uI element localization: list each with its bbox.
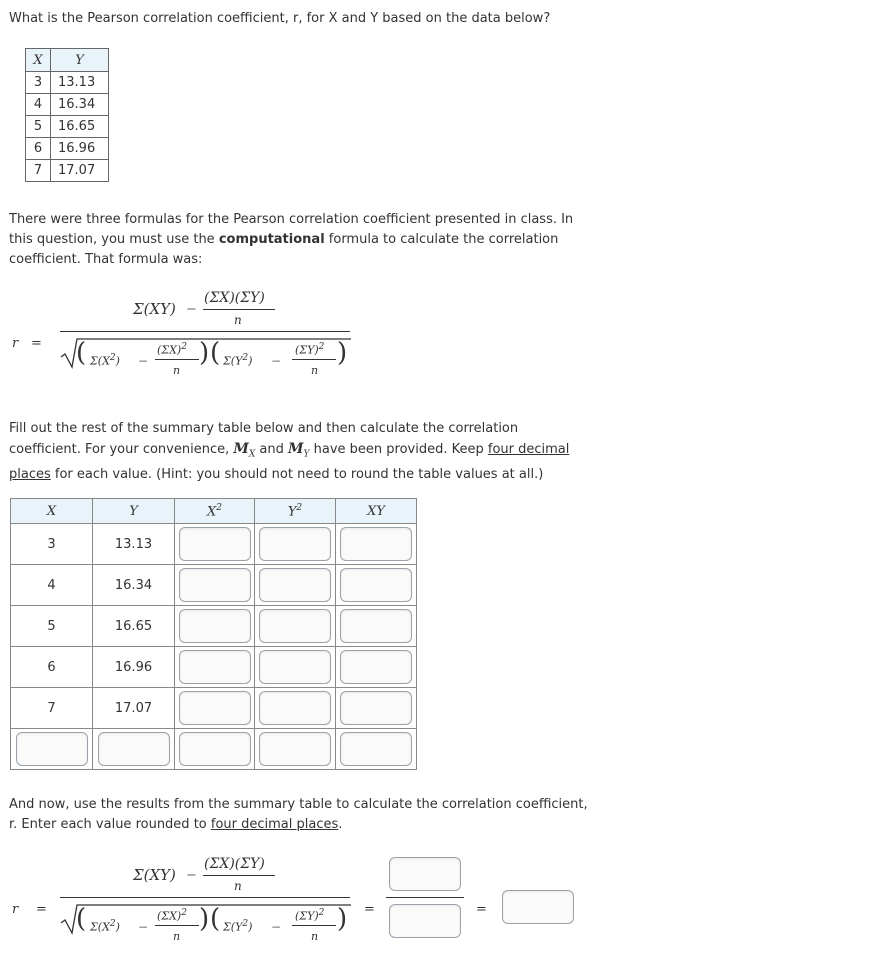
summary-y-cell: 16.96 bbox=[93, 647, 175, 688]
instructions-underline: places bbox=[9, 466, 51, 482]
intro-line-1: There were three formulas for the Pearson correlation coefficient presented in class. In bbox=[9, 212, 574, 227]
formula-sum-x2: $\Sigma(X^2)$ bbox=[90, 919, 120, 934]
xy-product-input[interactable] bbox=[340, 691, 412, 725]
data-table-header-y: Y bbox=[51, 49, 109, 72]
table-row bbox=[11, 565, 417, 606]
summary-header-y: Y bbox=[93, 499, 175, 524]
formula-sx-sy: (ΣX)(ΣY) bbox=[204, 290, 265, 306]
sum-xy-input[interactable] bbox=[340, 732, 412, 766]
instructions-text: coefficient. For your convenience, bbox=[9, 442, 234, 457]
xy-product-input[interactable] bbox=[340, 650, 412, 684]
summary-header-x: X bbox=[11, 499, 93, 524]
paren-close: ) bbox=[337, 338, 348, 368]
formula-sum-x2: $\Sigma(X^2)$ bbox=[90, 353, 120, 368]
intro-text: this question, you must use the bbox=[9, 232, 219, 247]
totals-row bbox=[11, 729, 417, 770]
paren-open: ( bbox=[76, 338, 87, 368]
formula-n: n bbox=[234, 313, 242, 327]
numerator-input[interactable] bbox=[389, 857, 461, 891]
formula-equals: = bbox=[36, 902, 47, 917]
answer-fraction-bar bbox=[386, 897, 464, 898]
table-row bbox=[26, 138, 109, 160]
data-y-cell: 16.96 bbox=[51, 138, 109, 160]
formula-n: n bbox=[173, 930, 181, 943]
instructions-line-3 bbox=[9, 465, 569, 485]
table-row bbox=[11, 606, 417, 647]
mean-x-symbol: $M_X$ bbox=[233, 441, 256, 460]
formula-r: r bbox=[12, 902, 19, 917]
instructions-text: and bbox=[255, 442, 289, 457]
data-x-cell: 6 bbox=[26, 138, 51, 160]
summary-y-cell: 16.34 bbox=[93, 565, 175, 606]
x-squared-input[interactable] bbox=[179, 527, 251, 561]
formula-r: r bbox=[12, 336, 19, 351]
table-row bbox=[26, 116, 109, 138]
y-squared-input[interactable] bbox=[259, 527, 331, 561]
summary-x-cell: 7 bbox=[11, 688, 93, 729]
instructions-line-2 bbox=[9, 439, 569, 465]
final-text: r. Enter each value rounded to bbox=[9, 817, 211, 832]
y-squared-input[interactable] bbox=[259, 650, 331, 684]
formula-minus: − bbox=[186, 868, 197, 883]
x-squared-input[interactable] bbox=[179, 691, 251, 725]
final-underline: four decimal places bbox=[210, 817, 339, 832]
y-squared-input[interactable] bbox=[259, 691, 331, 725]
summary-x-cell: 6 bbox=[11, 647, 93, 688]
formula-minus: − bbox=[138, 354, 149, 368]
main-fraction-bar bbox=[60, 331, 350, 332]
summary-y-cell: 16.65 bbox=[93, 606, 175, 647]
summary-x-cell: 3 bbox=[11, 524, 93, 565]
summary-header-x2: $X^2$ bbox=[175, 499, 255, 524]
data-x-cell: 4 bbox=[26, 94, 51, 116]
formula-sx-sy: (ΣX)(ΣY) bbox=[204, 856, 265, 872]
summary-y-cell: 13.13 bbox=[93, 524, 175, 565]
summary-header-xy: XY bbox=[336, 499, 417, 524]
xy-product-input[interactable] bbox=[340, 568, 412, 602]
x-squared-input[interactable] bbox=[179, 650, 251, 684]
main-fraction-bar bbox=[60, 897, 350, 898]
summary-header-y2: $Y^2$ bbox=[255, 499, 336, 524]
fraction-bar bbox=[203, 875, 275, 876]
table-row bbox=[26, 72, 109, 94]
final-line-1: And now, use the results from the summary table to calculate the correlation coefficient, bbox=[9, 797, 588, 812]
formula-minus: − bbox=[186, 302, 197, 317]
sum-y-input[interactable] bbox=[98, 732, 170, 766]
instructions-text: for each value. (Hint: you should not need to round the table values at all.) bbox=[50, 466, 544, 482]
instructions-underline: four decimal bbox=[487, 442, 570, 457]
data-y-cell: 17.07 bbox=[51, 160, 109, 182]
fraction-bar bbox=[155, 925, 199, 926]
instructions-line-1: Fill out the rest of the summary table below and then calculate the correlation bbox=[9, 421, 519, 436]
paren-close: ) bbox=[337, 904, 348, 934]
formula-minus: − bbox=[138, 920, 149, 934]
intro-bold-computational: computational bbox=[218, 232, 325, 247]
table-row bbox=[26, 94, 109, 116]
formula-sum-y2: $\Sigma(Y^2)$ bbox=[223, 919, 253, 934]
paren-open: ( bbox=[210, 338, 221, 368]
summary-x-cell: 5 bbox=[11, 606, 93, 647]
data-x-cell: 7 bbox=[26, 160, 51, 182]
mean-y-symbol: $M_Y$ bbox=[288, 441, 310, 460]
equals-sign: = bbox=[364, 902, 375, 917]
summary-x-cell: 4 bbox=[11, 565, 93, 606]
fraction-bar bbox=[155, 359, 199, 360]
instructions-text: have been provided. Keep bbox=[309, 442, 488, 457]
data-y-cell: 16.34 bbox=[51, 94, 109, 116]
formula-n: n bbox=[311, 364, 319, 377]
denominator-input[interactable] bbox=[389, 904, 461, 938]
formula-sum-y2: $\Sigma(Y^2)$ bbox=[223, 353, 253, 368]
intro-line-2 bbox=[9, 230, 573, 250]
sum-x-input[interactable] bbox=[16, 732, 88, 766]
table-row bbox=[11, 688, 417, 729]
paren-open: ( bbox=[210, 904, 221, 934]
paren-open: ( bbox=[76, 904, 87, 934]
equals-sign: = bbox=[476, 902, 487, 917]
summary-table bbox=[10, 498, 417, 770]
formula-sy-sq: $(\Sigma Y)^2$ bbox=[295, 908, 325, 923]
formula-minus: − bbox=[271, 920, 282, 934]
formula-n: n bbox=[234, 879, 242, 893]
sum-x-squared-input[interactable] bbox=[179, 732, 251, 766]
final-paragraph bbox=[9, 795, 588, 835]
x-squared-input[interactable] bbox=[179, 609, 251, 643]
question-text: What is the Pearson correlation coefficient, r, for X and Y based on the data below? bbox=[9, 11, 551, 26]
formula-sum-xy: Σ(XY) bbox=[133, 866, 176, 884]
table-row bbox=[11, 524, 417, 565]
xy-product-input[interactable] bbox=[340, 527, 412, 561]
data-y-cell: 16.65 bbox=[51, 116, 109, 138]
instructions-paragraph bbox=[9, 419, 569, 485]
formula-n: n bbox=[311, 930, 319, 943]
fraction-bar bbox=[203, 309, 275, 310]
final-line-2 bbox=[9, 815, 588, 835]
formula-n: n bbox=[173, 364, 181, 377]
x-squared-input[interactable] bbox=[179, 568, 251, 602]
formula-sx-sq: $(\Sigma X)^2$ bbox=[157, 908, 187, 923]
intro-line-3: coefficient. That formula was: bbox=[9, 252, 203, 267]
table-row bbox=[11, 647, 417, 688]
intro-text: formula to calculate the correlation bbox=[324, 232, 559, 247]
paren-close: ) bbox=[199, 338, 210, 368]
xy-product-input[interactable] bbox=[340, 609, 412, 643]
paren-close: ) bbox=[199, 904, 210, 934]
fraction-bar bbox=[292, 925, 336, 926]
sum-y-squared-input[interactable] bbox=[259, 732, 331, 766]
intro-paragraph bbox=[9, 210, 573, 270]
fraction-bar bbox=[292, 359, 336, 360]
r-result-input[interactable] bbox=[502, 890, 574, 924]
summary-y-cell: 17.07 bbox=[93, 688, 175, 729]
data-table-header-x: X bbox=[26, 49, 51, 72]
formula-minus: − bbox=[271, 354, 282, 368]
data-x-cell: 3 bbox=[26, 72, 51, 94]
formula-equals: = bbox=[31, 336, 42, 351]
data-y-cell: 13.13 bbox=[51, 72, 109, 94]
data-table bbox=[25, 48, 109, 182]
table-row bbox=[26, 160, 109, 182]
formula-sy-sq: $(\Sigma Y)^2$ bbox=[295, 342, 325, 357]
final-text: . bbox=[338, 817, 343, 832]
y-squared-input[interactable] bbox=[259, 568, 331, 602]
formula-sum-xy: Σ(XY) bbox=[133, 300, 176, 318]
data-x-cell: 5 bbox=[26, 116, 51, 138]
formula-sx-sq: $(\Sigma X)^2$ bbox=[157, 342, 187, 357]
y-squared-input[interactable] bbox=[259, 609, 331, 643]
